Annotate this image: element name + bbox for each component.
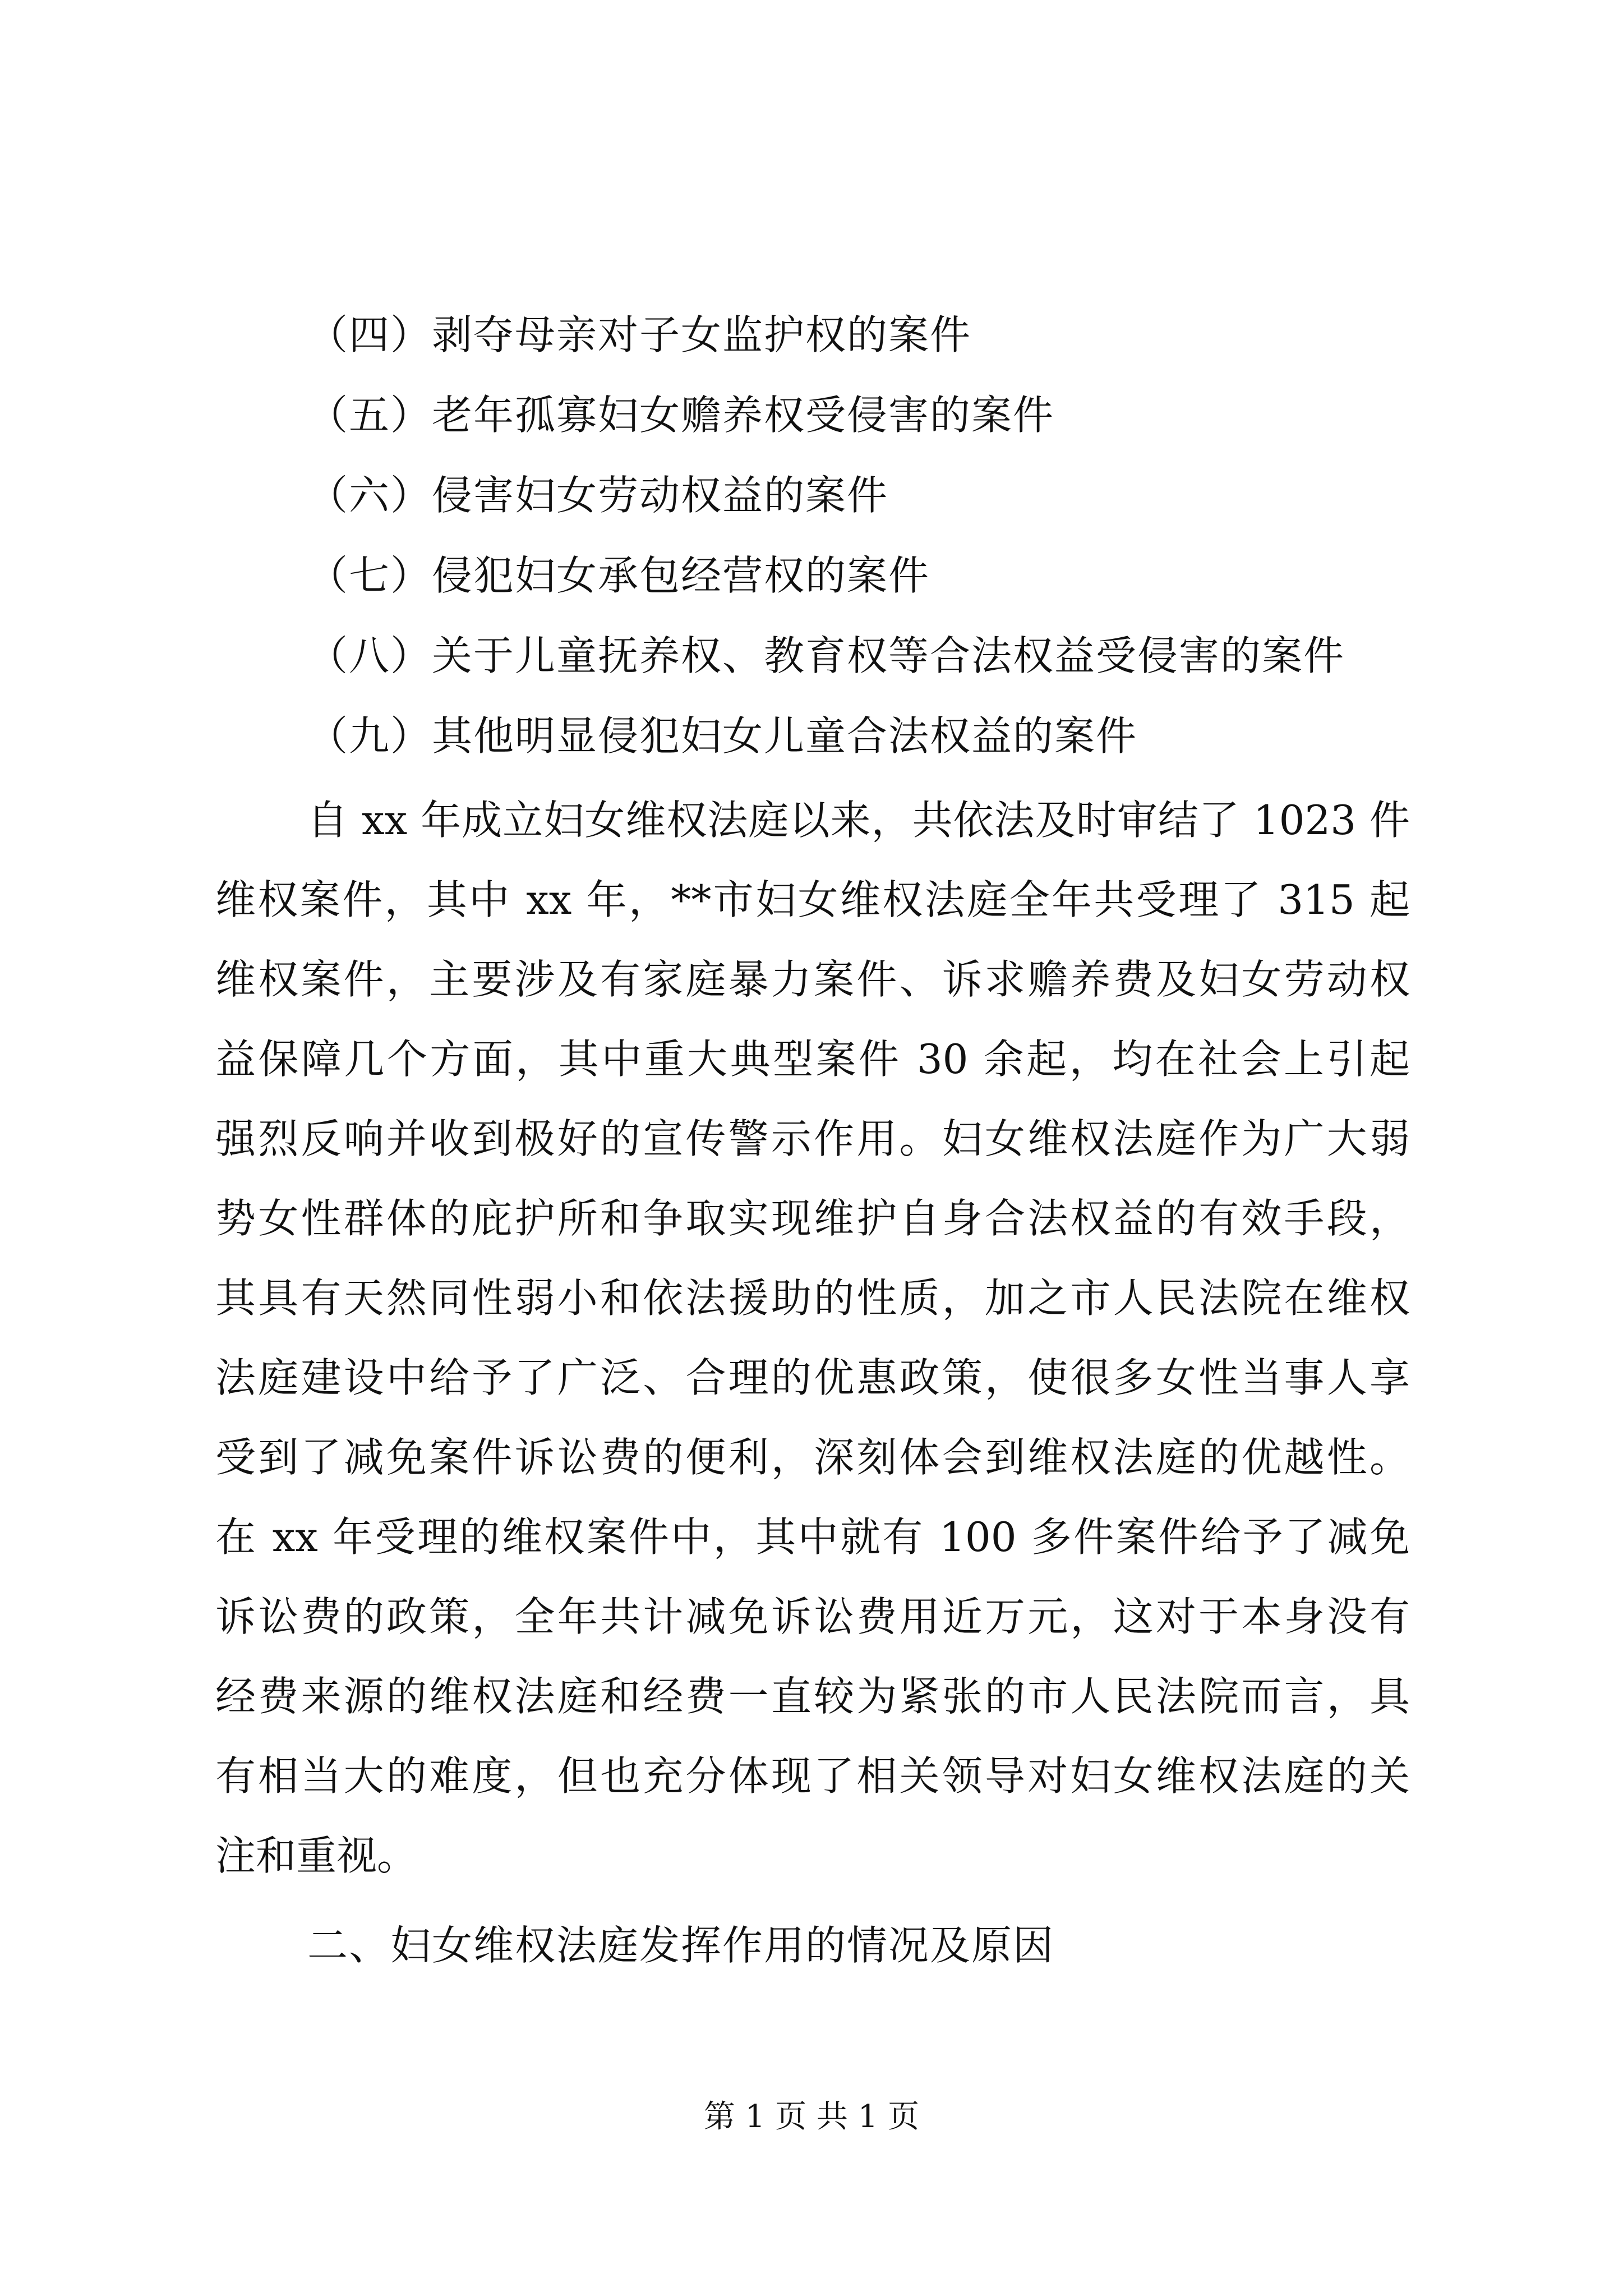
paragraph-line: 诉讼费的政策，全年共计减免诉讼费用近万元，这对于本身没有	[215, 1593, 1410, 1640]
list-item-6: （六）侵害妇女劳动权益的案件	[307, 472, 889, 519]
page-footer: 第 1 页 共 1 页	[703, 2099, 920, 2135]
paragraph-line: 经费来源的维权法庭和经费一直较为紧张的市人民法院而言，具	[215, 1673, 1410, 1720]
paragraph-line: 势女性群体的庇护所和争取实现维护自身合法权益的有效手段，	[215, 1195, 1410, 1242]
list-item-7: （七）侵犯妇女承包经营权的案件	[307, 552, 930, 599]
section-heading: 二、妇女维权法庭发挥作用的情况及原因	[307, 1922, 1055, 1969]
paragraph-line: 在 xx 年受理的维权案件中，其中就有 100 多件案件给予了减免	[215, 1513, 1410, 1561]
paragraph-line: 受到了减免案件诉讼费的便利，深刻体会到维权法庭的优越性。	[215, 1434, 1410, 1481]
paragraph-line: 自 xx 年成立妇女维权法庭以来，共依法及时审结了 1023 件	[307, 797, 1410, 844]
paragraph-line: 益保障几个方面，其中重大典型案件 30 余起，均在社会上引起	[215, 1036, 1410, 1083]
list-item-9: （九）其他明显侵犯妇女儿童合法权益的案件	[307, 712, 1138, 760]
list-item-8: （八）关于儿童抚养权、教育权等合法权益受侵害的案件	[307, 632, 1345, 679]
paragraph-line: 注和重视。	[215, 1832, 418, 1879]
paragraph-line: 法庭建设中给予了广泛、合理的优惠政策，使很多女性当事人享	[215, 1354, 1410, 1401]
paragraph-line: 有相当大的难度，但也充分体现了相关领导对妇女维权法庭的关	[215, 1752, 1410, 1800]
paragraph-line: 其具有天然同性弱小和依法援助的性质，加之市人民法院在维权	[215, 1274, 1410, 1322]
list-item-5: （五）老年孤寡妇女赡养权受侵害的案件	[307, 392, 1055, 439]
paragraph-line: 维权案件，主要涉及有家庭暴力案件、诉求赡养费及妇女劳动权	[215, 956, 1410, 1003]
paragraph-line: 强烈反响并收到极好的宣传警示作用。妇女维权法庭作为广大弱	[215, 1115, 1410, 1162]
paragraph-line: 维权案件，其中 xx 年，**市妇女维权法庭全年共受理了 315 起	[215, 876, 1410, 923]
list-item-4: （四）剥夺母亲对子女监护权的案件	[307, 311, 972, 358]
